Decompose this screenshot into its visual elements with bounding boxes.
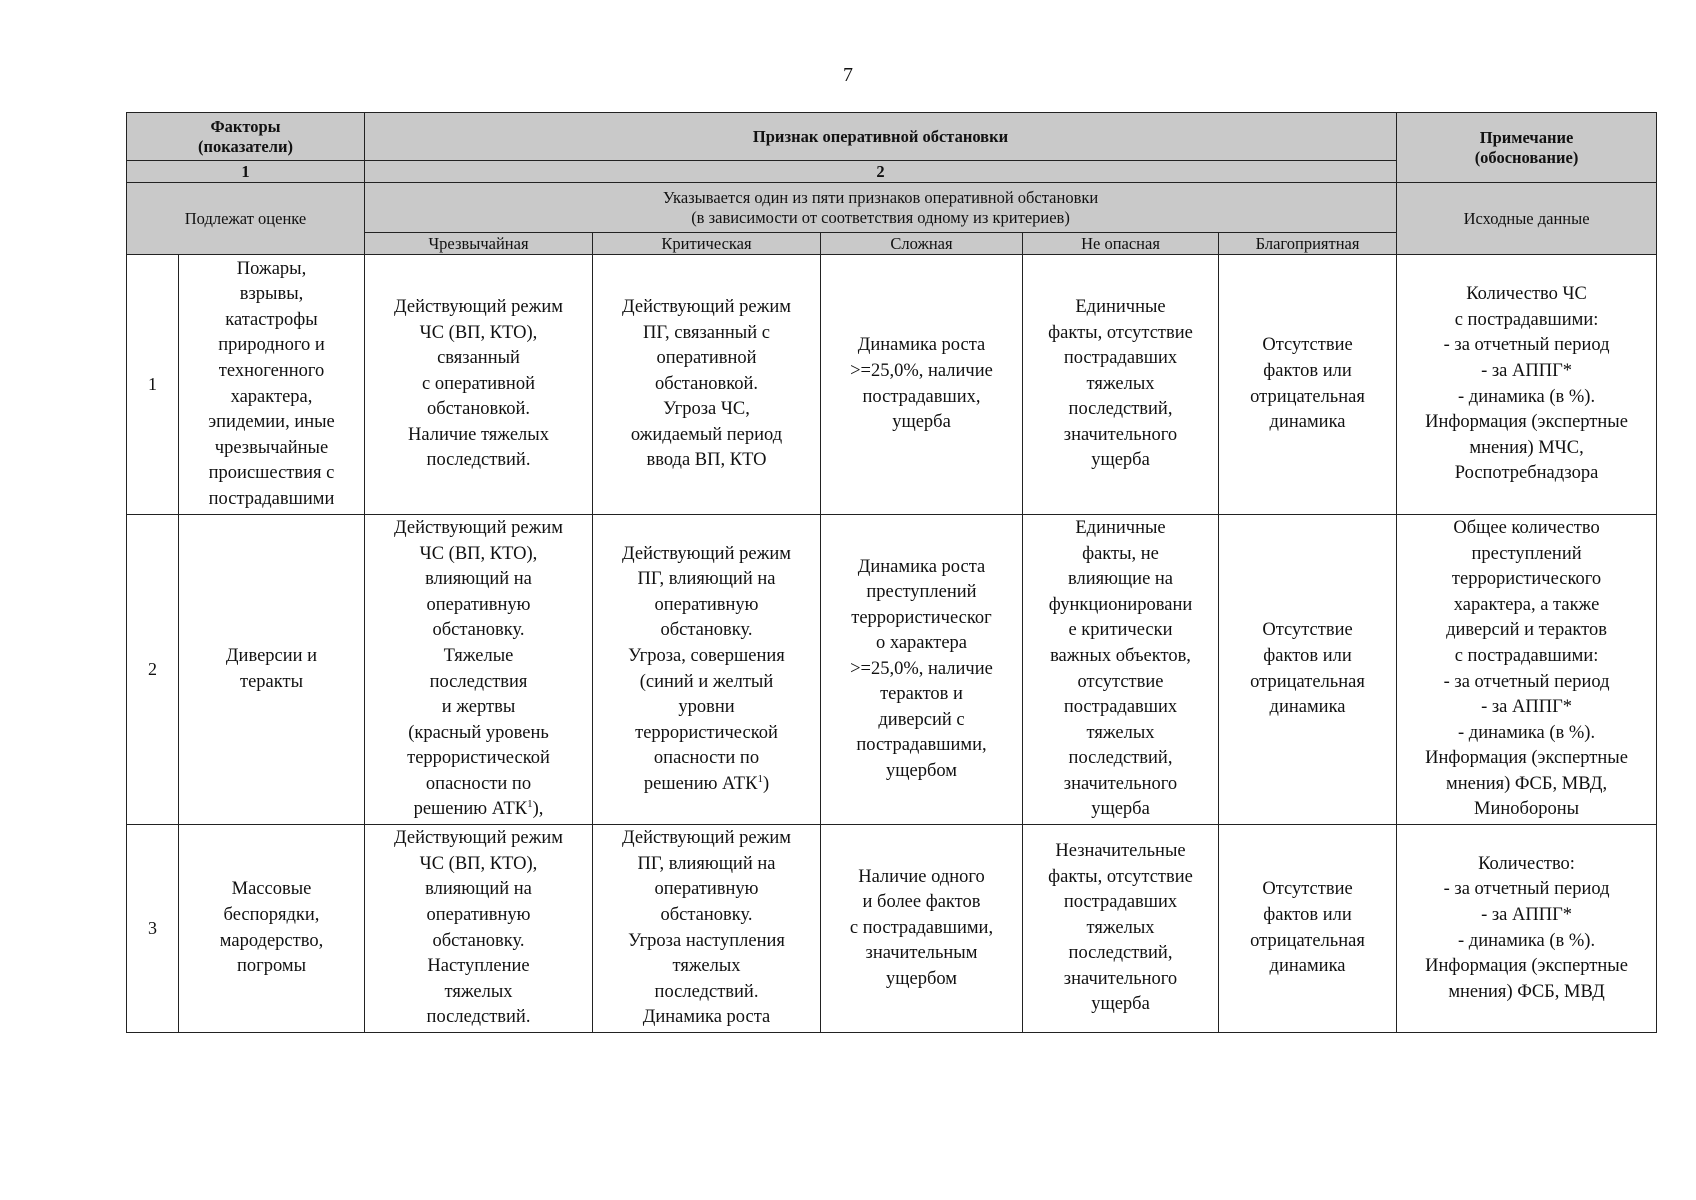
table-row: [127, 515, 1657, 825]
emergency-cell: [365, 515, 593, 825]
emergency-tail: ),: [532, 799, 544, 820]
favorable-cell: Отсутствие фактов или отрицательная динамика: [1219, 255, 1397, 515]
critical-tail: ): [762, 773, 770, 794]
row-number: 1: [127, 255, 179, 515]
emergency-cell: Действующий режим ЧС (ВП, КТО), связанный с оперативной обстановкой. Наличие тяжелых последствий.: [365, 255, 593, 515]
level-complex: Сложная: [821, 233, 1023, 255]
emergency-cell: Действующий режим ЧС (ВП, КТО), влияющий на оперативную обстановку. Наступление тяжелых последствий.: [365, 825, 593, 1033]
note-cell: Количество: - за отчетный период - за АППГ* - динамика (в %). Информация (экспертные мнения) ФСБ, МВД: [1397, 825, 1657, 1033]
level-not-dangerous: Не опасная: [1023, 233, 1219, 255]
header-row-titles: [127, 113, 1657, 161]
complex-cell: Динамика роста >=25,0%, наличие пострадавших, ущерба: [821, 255, 1023, 515]
header-factors: Факторы (показатели): [127, 113, 365, 161]
critical-cell: Действующий режим ПГ, влияющий на оперативную обстановку. Угроза наступления тяжелых последствий. Динамика роста: [593, 825, 821, 1033]
complex-cell: Наличие одного и более фактов с пострадавшими, значительным ущербом: [821, 825, 1023, 1033]
factor-cell: Массовые беспорядки, мародерство, погромы: [179, 825, 365, 1033]
factor-cell: Диверсии и теракты: [179, 515, 365, 825]
level-favorable: Благоприятная: [1219, 233, 1397, 255]
critical-cell: [593, 515, 821, 825]
header-subject: Подлежат оценке: [127, 183, 365, 255]
row-number: 3: [127, 825, 179, 1033]
critical-cell: Действующий режим ПГ, связанный с оперативной обстановкой. Угроза ЧС, ожидаемый период ввода ВП, КТО: [593, 255, 821, 515]
footnote-mark: 1: [527, 797, 533, 810]
note-cell: Общее количество преступлений террористического характера, а также диверсий и терактов с пострадавшими: - за отчетный период - за АППГ* - динамика (в %). Информация (экспертные мнения) ФСБ, МВД, Минобороны: [1397, 515, 1657, 825]
header-col-number-2: 2: [365, 161, 1397, 183]
level-critical: Критическая: [593, 233, 821, 255]
favorable-cell: Отсутствие фактов или отрицательная динамика: [1219, 515, 1397, 825]
header-row-instruction: [127, 183, 1657, 233]
page-number: 7: [843, 64, 853, 86]
complex-cell: Динамика роста преступлений террористическог о характера >=25,0%, наличие терактов и диверсий с пострадавшими, ущербом: [821, 515, 1023, 825]
not-dangerous-cell: Незначительные факты, отсутствие пострадавших тяжелых последствий, значительного ущерба: [1023, 825, 1219, 1033]
not-dangerous-cell: Единичные факты, не влияющие на функционировани е критически важных объектов, отсутствие пострадавших тяжелых последствий, значительного ущерба: [1023, 515, 1219, 825]
header-source: Исходные данные: [1397, 183, 1657, 255]
header-note: Примечание (обоснование): [1397, 113, 1657, 183]
note-cell: Количество ЧС с пострадавшими: - за отчетный период - за АППГ* - динамика (в %). Информация (экспертные мнения) МЧС, Роспотребнадзора: [1397, 255, 1657, 515]
favorable-cell: Отсутствие фактов или отрицательная динамика: [1219, 825, 1397, 1033]
critical-text: Действующий режим ПГ, влияющий на оперативную обстановку. Угроза, совершения (синий и желтый уровни террористической опасности по решению АТК: [622, 543, 791, 794]
not-dangerous-cell: Единичные факты, отсутствие пострадавших тяжелых последствий, значительного ущерба: [1023, 255, 1219, 515]
header-col-number-1: 1: [127, 161, 365, 183]
table-row: [127, 255, 1657, 515]
row-number: 2: [127, 515, 179, 825]
table-row: [127, 825, 1657, 1033]
emergency-text: Действующий режим ЧС (ВП, КТО), влияющий на оперативную обстановку. Тяжелые последствия и жертвы (красный уровень террористической опасности по решению АТК: [394, 518, 563, 820]
criteria-table: [126, 112, 1657, 1033]
footnote-mark: 1: [757, 772, 763, 785]
factor-cell: Пожары, взрывы, катастрофы природного и техногенного характера, эпидемии, иные чрезвычайные происшествия с пострадавшими: [179, 255, 365, 515]
header-sign: Признак оперативной обстановки: [365, 113, 1397, 161]
level-emergency: Чрезвычайная: [365, 233, 593, 255]
header-instruction: Указывается один из пяти признаков оперативной обстановки (в зависимости от соответствия одному из критериев): [365, 183, 1397, 233]
